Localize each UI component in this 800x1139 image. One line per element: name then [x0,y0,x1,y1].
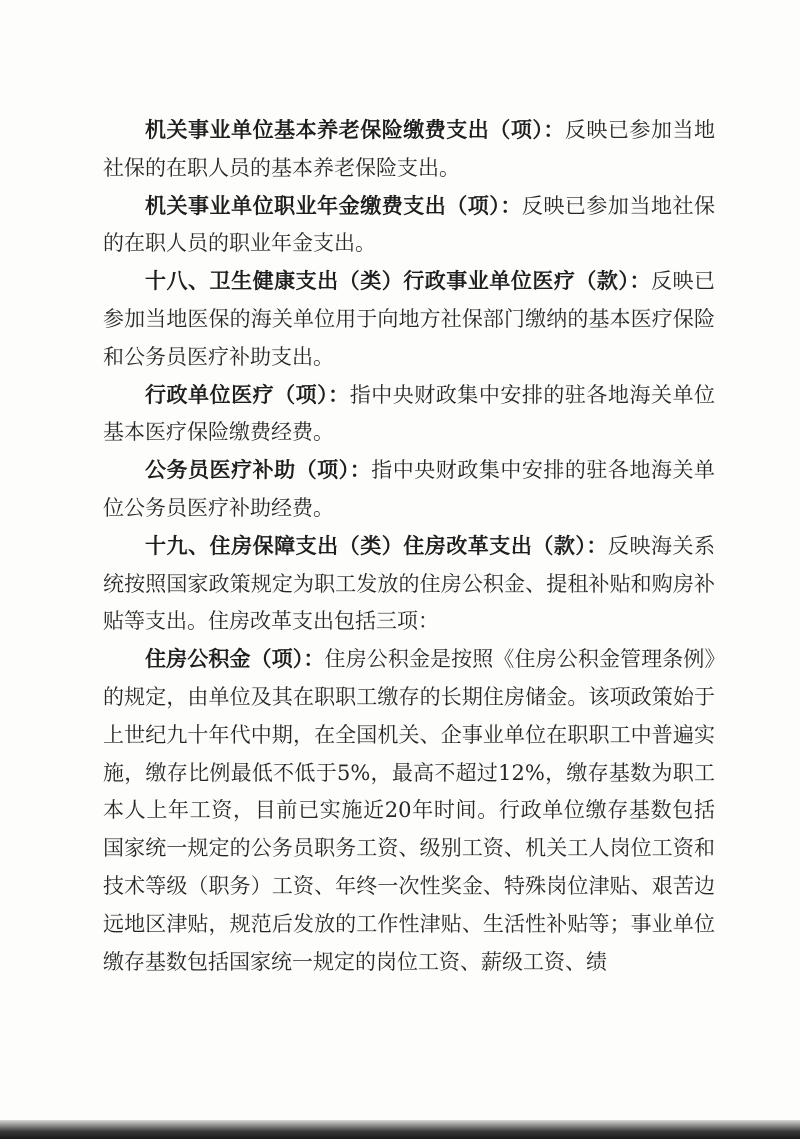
document-body [103,112,715,981]
paragraph-health-expenditure [103,263,715,376]
paragraph-heading: 住房公积金（项）： [145,647,325,672]
paragraph-heading: 十八、卫生健康支出（类）行政事业单位医疗（款）： [145,269,651,294]
paragraph-heading: 行政单位医疗（项）： [145,382,350,407]
paragraph-housing-provident-fund [103,641,715,981]
paragraph-occupational-annuity [103,188,715,264]
paragraph-heading: 十九、住房保障支出（类）住房改革支出（款）： [145,533,608,558]
paragraph-text: 反映已参加当地社保的在职人员的基本养老保险支出。 [103,118,716,180]
paragraph-heading: 公务员医疗补助（项）： [145,458,372,483]
paragraph-heading: 机关事业单位基本养老保险缴费支出（项）： [145,118,565,142]
paragraph-text: 指中央财政集中安排的驻各地海关单位公务员医疗补助经费。 [103,458,716,520]
paragraph-text: 住房公积金是按照《住房公积金管理条例》的规定，由单位及其在职职工缴存的长期住房储金。该项政策始于上世纪九十年代中期，在全国机关、企事业单位在职职工中普遍实施，缴存比例最低不低于5%，最高不超过12%，缴存基数为职工本人上年工资，目前已实施近20年时间。行政单位缴存基数包括国家统一规定的公务员职务工资、级别工资、机关工人岗位工资和技术等级（职务）工资、年终一次性奖金、特殊岗位津贴、艰苦边远地区津贴，规范后发放的工作性津贴、生活性补贴等；事业单位缴存基数包括国家统一规定的岗位工资、薪级工资、绩 [103,647,715,974]
paragraph-pension-insurance [103,112,715,188]
paragraph-text: 反映已参加当地医保的海关单位用于向地方社保部门缴纳的基本医疗保险和公务员医疗补助支出。 [103,269,716,369]
paragraph-civil-servant-medical [103,452,715,528]
paragraph-text: 反映海关系统按照国家政策规定为职工发放的住房公积金、提租补贴和购房补贴等支出。住房改革支出包括三项： [103,533,715,634]
paragraph-text: 指中央财政集中安排的驻各地海关单位基本医疗保险缴费经费。 [103,382,716,445]
scan-bottom-edge [0,1120,800,1139]
paragraph-heading: 机关事业单位职业年金缴费支出（项）： [145,193,522,218]
paragraph-admin-medical [103,377,715,453]
paragraph-housing-security [103,528,715,641]
paragraph-text: 反映已参加当地社保的在职人员的职业年金支出。 [103,193,716,256]
